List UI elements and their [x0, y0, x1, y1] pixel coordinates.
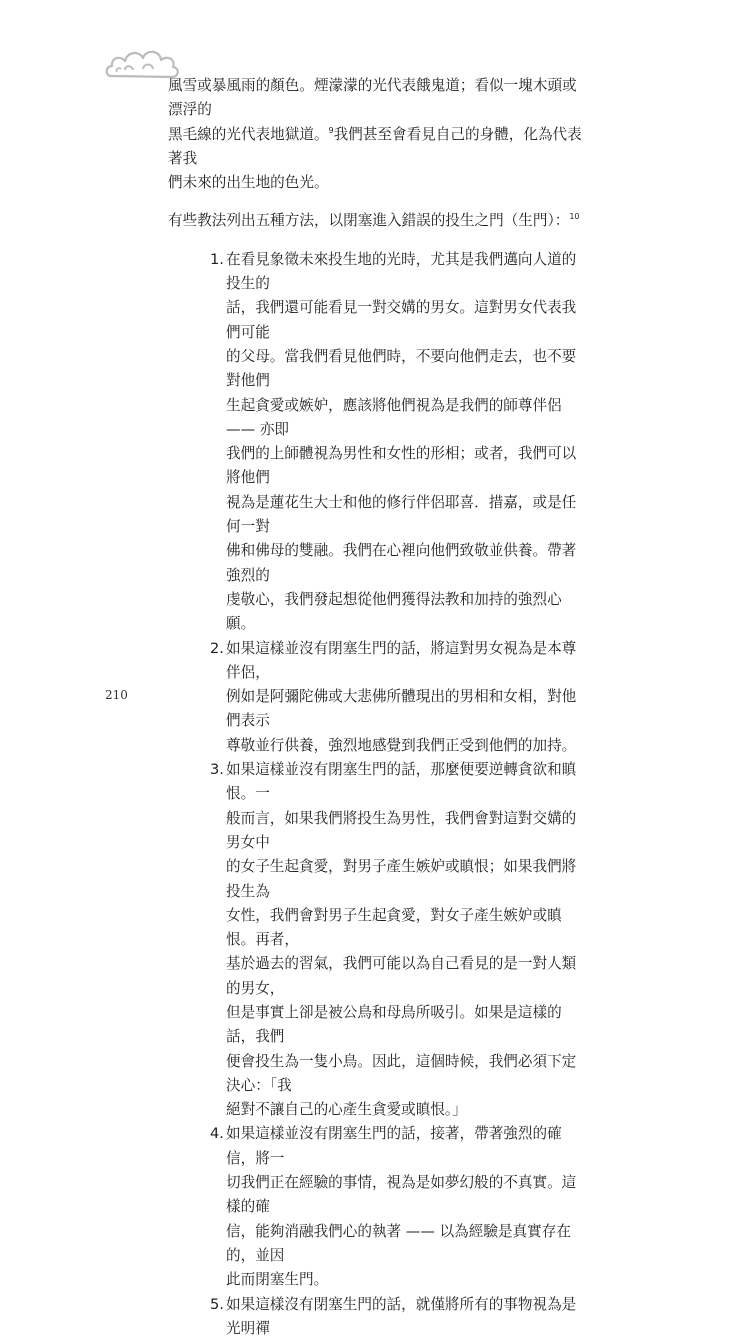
text-line: 如果這樣並沒有閉塞生門的話，那麼便要逆轉貪欲和瞋恨。一 — [226, 761, 577, 803]
footnote-marker: 9 — [328, 125, 334, 135]
page-number: 210 — [105, 688, 128, 702]
list-item — [168, 1293, 586, 1341]
text-line: 有些教法列出五種方法，以閉塞進入錯誤的投生之門（生門）： — [168, 212, 570, 230]
text-line: 在看見象徵未來投生地的光時，尤其是我們邁向人道的投生的 — [226, 250, 577, 293]
text-line: 如果這樣並沒有閉塞生門的話，接著，帶著強烈的確信，將一 — [226, 1125, 562, 1167]
text-line: 例如是阿彌陀佛或大悲佛所體現出的男相和女相，對他們表示 — [226, 688, 577, 730]
list-number: 5. — [210, 1295, 224, 1313]
text-line: 基於過去的習氣，我們可能以為自己看見的是一對人類的男女， — [226, 955, 577, 997]
list-item — [168, 248, 586, 637]
list-number: 2. — [210, 639, 224, 657]
text-line: 切我們正在經驗的事情，視為是如夢幻般的不真實。這樣的確 — [226, 1174, 577, 1216]
list-number: 4. — [210, 1125, 224, 1143]
text-line: 便會投生為一隻小鳥。因此，這個時候，我們必須下定決心：「我 — [226, 1052, 577, 1094]
paragraph-intro — [168, 209, 586, 233]
text-line: 生起貪愛或嫉妒，應該將他們視為是我們的師尊伴侶 —— 亦即 — [226, 396, 562, 438]
text-line: 此而閉塞生門。 — [226, 1271, 329, 1289]
text-line: 的父母。當我們看見他們時，不要向他們走去，也不要對他們 — [226, 347, 577, 390]
footnote-marker: 10 — [569, 212, 580, 222]
text-line: 我們甚至會看見自己的身體，化為代表著我 — [168, 125, 582, 167]
text-line: 我們的上師體視為男性和女性的形相；或者，我們可以將他們 — [226, 445, 577, 487]
text-line: 信，能夠消融我們心的執著 —— 以為經驗是真實存在的，並因 — [226, 1222, 571, 1264]
text-line: 話，我們還可能看見一對交媾的男女。這對男女代表我們可能 — [226, 299, 577, 341]
text-line: 女性，我們會對男子生起貪愛，對女子產生嫉妒或瞋恨。再者， — [226, 906, 562, 949]
text-line: 們未來的出生地的色光。 — [168, 174, 329, 192]
text-line: 如果這樣並沒有閉塞生門的話，將這對男女視為是本尊伴侶， — [226, 639, 577, 681]
text-line: 絕對不讓自己的心產生貪愛或瞋恨。」 — [226, 1101, 467, 1119]
paragraph-continuation — [168, 74, 586, 195]
text-line: 風雪或暴風雨的顏色。煙濛濛的光代表餓鬼道；看似一塊木頭或漂浮的 — [168, 77, 577, 119]
text-line: 如果這樣沒有閉塞生門的話，就僅將所有的事物視為是光明禪 — [226, 1295, 577, 1337]
text-line: 虔敬心，我們發起想從他們獲得法教和加持的強烈心願。 — [226, 590, 562, 633]
text-line: 般而言，如果我們將投生為男性，我們會對這對交媾的男女中 — [226, 809, 577, 851]
list-number: 1. — [210, 250, 224, 268]
list-number: 3. — [210, 761, 224, 779]
text-line: 的女子生起貪愛，對男子產生嫉妒或瞋恨；如果我們將投生為 — [226, 858, 577, 900]
methods-list — [168, 248, 586, 1341]
text-line: 尊敬並行供養，強烈地感覺到我們正受到他們的加持。 — [226, 736, 577, 754]
list-item — [168, 1122, 586, 1292]
text-line: 黑毛線的光代表地獄道。 — [168, 125, 329, 143]
text-line: 視為是蓮花生大士和他的修行伴侶耶喜．措嘉，或是任何一對 — [226, 493, 577, 536]
list-item — [168, 637, 586, 758]
text-line: 佛和佛母的雙融。我們在心裡向他們致敬並供養。帶著強烈的 — [226, 542, 577, 584]
list-item — [168, 758, 586, 1122]
text-line: 但是事實上卻是被公鳥和母鳥所吸引。如果是這樣的話，我們 — [226, 1003, 562, 1046]
page-body — [168, 74, 586, 1341]
